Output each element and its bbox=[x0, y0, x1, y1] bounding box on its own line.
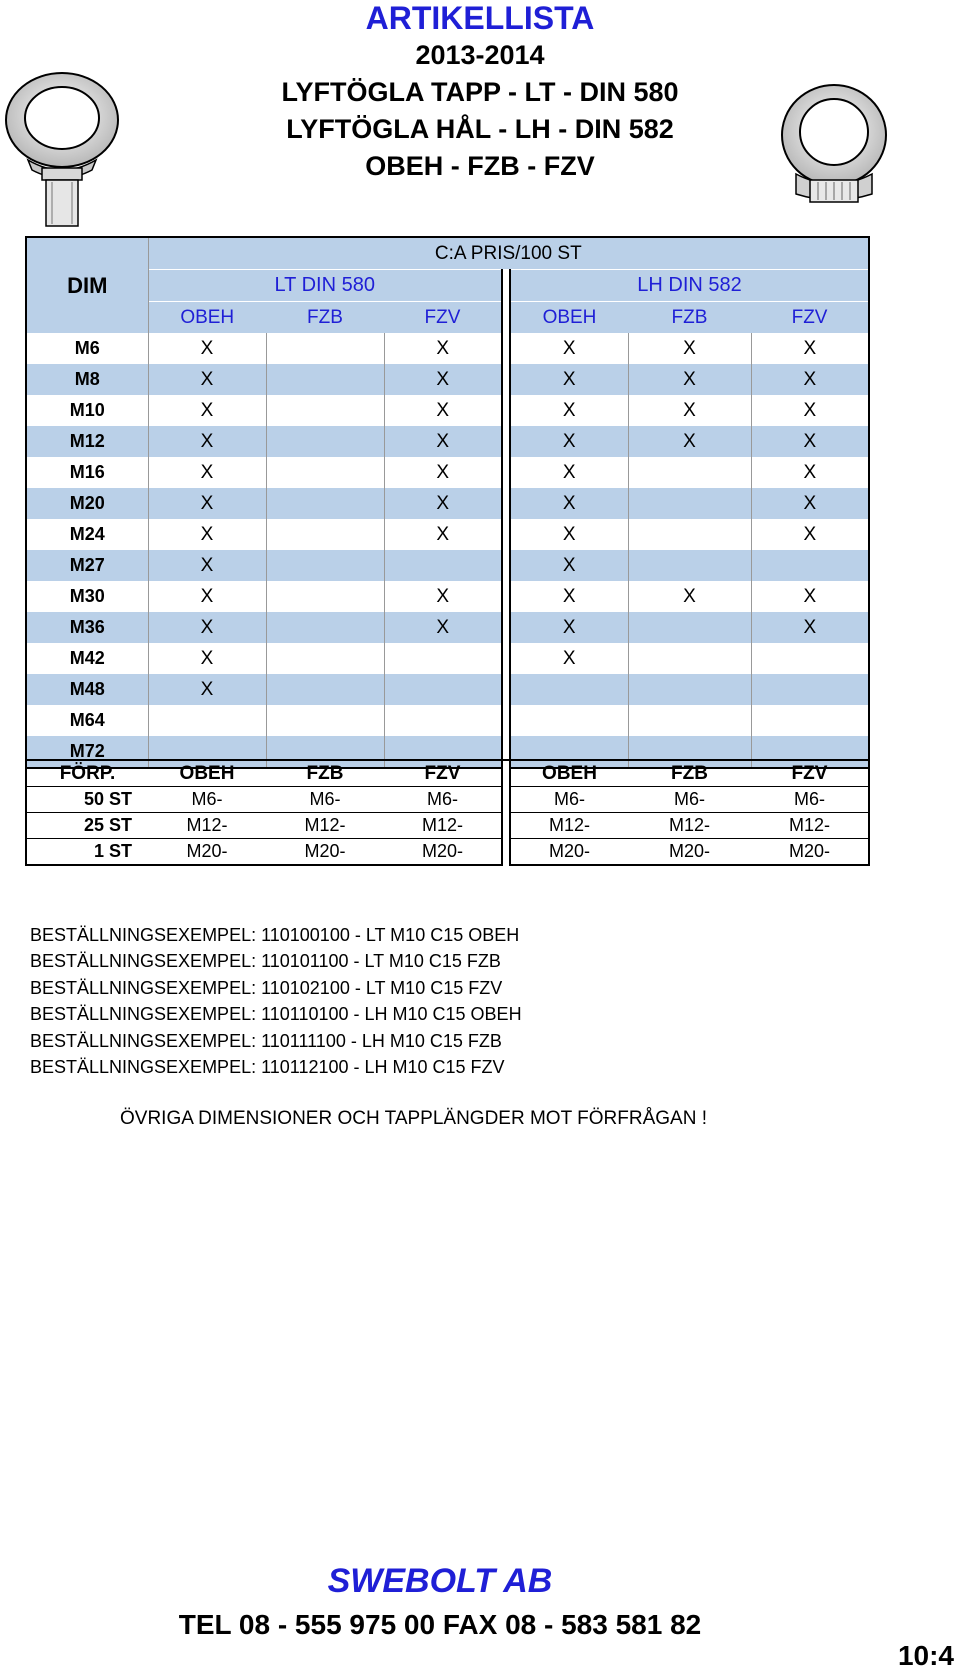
contact-info: TEL 08 - 555 975 00 FAX 08 - 583 581 82 bbox=[178, 1609, 702, 1640]
product-line-lh: LYFTÖGLA HÅL - LH - DIN 582 bbox=[286, 114, 674, 144]
availability-cell-lh-fzb bbox=[628, 612, 751, 643]
packaging-from-size: M20- bbox=[266, 839, 384, 866]
availability-cell-lt-fzv: X bbox=[384, 395, 502, 426]
dim-cell: M12 bbox=[26, 426, 148, 457]
availability-cell-lt-fzv bbox=[384, 550, 502, 581]
availability-cell-lh-obeh: X bbox=[510, 395, 628, 426]
price-row bbox=[26, 457, 869, 488]
dim-cell: M72 bbox=[26, 736, 148, 768]
availability-cell-lh-fzb: X bbox=[628, 426, 751, 457]
availability-cell-lh-fzb bbox=[628, 550, 751, 581]
availability-cell-lh-fzv: X bbox=[751, 612, 869, 643]
availability-cell-lh-fzv: X bbox=[751, 457, 869, 488]
pk-subheader-lt-fzv: FZV bbox=[424, 762, 461, 784]
availability-cell-lt-fzb bbox=[266, 488, 384, 519]
availability-cell-lh-obeh: X bbox=[510, 643, 628, 674]
availability-cell-lh-fzv: X bbox=[751, 581, 869, 612]
availability-cell-lh-fzv: X bbox=[751, 364, 869, 395]
order-example: BESTÄLLNINGSEXEMPEL: 110112100 - LH M10 C15 FZV bbox=[30, 1057, 505, 1078]
availability-cell-lh-fzv: X bbox=[751, 395, 869, 426]
availability-cell-lt-fzv: X bbox=[384, 612, 502, 643]
availability-cell-lt-obeh: X bbox=[148, 643, 266, 674]
availability-cell-lt-fzv bbox=[384, 674, 502, 705]
availability-cell-lh-fzv: X bbox=[751, 426, 869, 457]
price-table bbox=[25, 236, 870, 769]
availability-cell-lt-fzb bbox=[266, 519, 384, 550]
packaging-from-size: M12- bbox=[510, 813, 628, 839]
price-row bbox=[26, 426, 869, 457]
packaging-from-size: M6- bbox=[148, 787, 266, 813]
availability-cell-lh-obeh bbox=[510, 674, 628, 705]
finish-options: OBEH - FZB - FZV bbox=[365, 151, 595, 181]
availability-cell-lt-fzv: X bbox=[384, 333, 502, 364]
availability-cell-lh-fzb bbox=[628, 643, 751, 674]
dim-cell: M64 bbox=[26, 705, 148, 736]
price-row bbox=[26, 581, 869, 612]
availability-cell-lh-obeh: X bbox=[510, 333, 628, 364]
company-name: SWEBOLT AB bbox=[327, 1562, 553, 1600]
availability-cell-lh-obeh: X bbox=[510, 612, 628, 643]
price-row bbox=[26, 643, 869, 674]
price-row bbox=[26, 550, 869, 581]
availability-cell-lt-fzb bbox=[266, 674, 384, 705]
packaging-from-size: M20- bbox=[751, 839, 869, 866]
availability-cell-lh-fzv bbox=[751, 550, 869, 581]
packaging-from-size: M6- bbox=[751, 787, 869, 813]
eye-nut-icon bbox=[772, 80, 897, 220]
pk-subheader-lh-fzv: FZV bbox=[751, 760, 869, 787]
price-row bbox=[26, 705, 869, 736]
availability-cell-lh-fzv: X bbox=[751, 488, 869, 519]
dim-cell: M30 bbox=[26, 581, 148, 612]
subheader-lh-obeh: OBEH bbox=[510, 302, 628, 334]
availability-cell-lt-fzb bbox=[266, 426, 384, 457]
availability-cell-lt-fzv: X bbox=[384, 364, 502, 395]
page-title: ARTIKELLISTA bbox=[365, 0, 595, 36]
availability-cell-lt-fzv: X bbox=[384, 581, 502, 612]
availability-cell-lt-obeh: X bbox=[148, 457, 266, 488]
availability-cell-lt-obeh: X bbox=[148, 488, 266, 519]
eyebolt-with-threaded-stud-icon bbox=[0, 70, 125, 230]
availability-cell-lt-obeh: X bbox=[148, 519, 266, 550]
packaging-from-size: M12- bbox=[628, 813, 751, 839]
group-header-lt: LT DIN 580 bbox=[148, 270, 502, 302]
price-row bbox=[26, 674, 869, 705]
price-row bbox=[26, 519, 869, 550]
availability-cell-lh-fzb bbox=[628, 705, 751, 736]
packaging-from-size: M12- bbox=[266, 813, 384, 839]
availability-cell-lh-obeh: X bbox=[510, 426, 628, 457]
packaging-from-size: M12- bbox=[384, 813, 502, 839]
availability-cell-lh-fzv: X bbox=[751, 519, 869, 550]
availability-cell-lh-fzb: X bbox=[628, 581, 751, 612]
availability-cell-lt-fzv: X bbox=[384, 519, 502, 550]
packaging-from-size: M12- bbox=[751, 813, 869, 839]
availability-cell-lh-obeh: X bbox=[510, 488, 628, 519]
packaging-from-size: M20- bbox=[384, 839, 502, 866]
price-row bbox=[26, 364, 869, 395]
packaging-from-size: M20- bbox=[628, 839, 751, 866]
packaging-from-size: M20- bbox=[148, 839, 266, 866]
availability-cell-lh-obeh bbox=[510, 705, 628, 736]
price-caption: C:A PRIS/100 ST bbox=[434, 242, 582, 264]
availability-cell-lt-fzb bbox=[266, 705, 384, 736]
availability-cell-lt-obeh: X bbox=[148, 674, 266, 705]
packaging-row bbox=[26, 787, 869, 813]
dim-cell: M27 bbox=[26, 550, 148, 581]
order-example: BESTÄLLNINGSEXEMPEL: 110110100 - LH M10 C15 OBEH bbox=[30, 1004, 522, 1025]
availability-cell-lt-obeh: X bbox=[148, 426, 266, 457]
pk-subheader-lh-obeh: OBEH bbox=[542, 762, 597, 784]
availability-cell-lt-fzv bbox=[384, 643, 502, 674]
catalog-year: 2013-2014 bbox=[415, 40, 545, 70]
availability-cell-lt-fzb bbox=[266, 457, 384, 488]
order-example: BESTÄLLNINGSEXEMPEL: 110101100 - LT M10 C15 FZB bbox=[30, 951, 501, 972]
packaging-table bbox=[25, 759, 870, 866]
group-header-lh: LH DIN 582 bbox=[510, 270, 869, 302]
packaging-qty: 25 ST bbox=[26, 813, 148, 839]
availability-cell-lh-fzv bbox=[751, 705, 869, 736]
availability-cell-lt-obeh: X bbox=[148, 550, 266, 581]
price-row bbox=[26, 333, 869, 364]
availability-cell-lt-fzb bbox=[266, 395, 384, 426]
subheader-lh-fzv: FZV bbox=[751, 302, 869, 334]
order-example: BESTÄLLNINGSEXEMPEL: 110100100 - LT M10 C15 OBEH bbox=[30, 925, 520, 945]
dim-cell: M24 bbox=[26, 519, 148, 550]
packaging-row bbox=[26, 813, 869, 839]
packaging-qty: 1 ST bbox=[26, 839, 148, 866]
availability-cell-lt-fzv: X bbox=[384, 457, 502, 488]
dim-cell: M48 bbox=[26, 674, 148, 705]
order-examples bbox=[30, 922, 522, 1080]
order-example: BESTÄLLNINGSEXEMPEL: 110102100 - LT M10 C15 FZV bbox=[30, 977, 503, 998]
availability-cell-lt-obeh: X bbox=[148, 581, 266, 612]
availability-cell-lt-fzb bbox=[266, 550, 384, 581]
packaging-qty: 50 ST bbox=[26, 787, 148, 813]
price-row bbox=[26, 612, 869, 643]
availability-cell-lh-fzb bbox=[628, 457, 751, 488]
subheader-lt-obeh: OBEH bbox=[148, 302, 266, 334]
availability-cell-lt-obeh: X bbox=[148, 395, 266, 426]
price-row bbox=[26, 395, 869, 426]
availability-cell-lt-fzb bbox=[266, 364, 384, 395]
packaging-from-size: M6- bbox=[384, 787, 502, 813]
availability-cell-lt-fzb bbox=[266, 581, 384, 612]
availability-cell-lt-fzv bbox=[384, 705, 502, 736]
subheader-lt-fzv: FZV bbox=[384, 302, 502, 334]
availability-cell-lt-fzv: X bbox=[384, 426, 502, 457]
availability-cell-lh-obeh: X bbox=[510, 581, 628, 612]
availability-cell-lh-fzb bbox=[628, 674, 751, 705]
availability-cell-lh-fzv bbox=[751, 674, 869, 705]
price-row bbox=[26, 488, 869, 519]
packaging-from-size: M6- bbox=[266, 787, 384, 813]
availability-cell-lh-fzv: X bbox=[751, 333, 869, 364]
dim-cell: M36 bbox=[26, 612, 148, 643]
dim-header: DIM bbox=[67, 272, 108, 298]
availability-cell-lh-fzb bbox=[628, 519, 751, 550]
availability-cell-lt-obeh: X bbox=[148, 364, 266, 395]
availability-cell-lt-fzb bbox=[266, 612, 384, 643]
pk-subheader-lt-obeh: OBEH bbox=[179, 762, 235, 784]
dim-cell: M8 bbox=[26, 364, 148, 395]
dim-cell: M16 bbox=[26, 457, 148, 488]
availability-cell-lh-obeh: X bbox=[510, 457, 628, 488]
pk-subheader-lh-fzb: FZB bbox=[671, 762, 708, 784]
packaging-from-size: M20- bbox=[510, 839, 628, 866]
availability-cell-lh-fzb: X bbox=[628, 333, 751, 364]
availability-cell-lh-obeh: X bbox=[510, 364, 628, 395]
availability-cell-lt-obeh: X bbox=[148, 612, 266, 643]
subheader-lh-fzb: FZB bbox=[628, 302, 751, 334]
availability-cell-lh-fzb: X bbox=[628, 364, 751, 395]
availability-cell-lt-fzb bbox=[266, 643, 384, 674]
availability-cell-lh-obeh: X bbox=[510, 519, 628, 550]
subheader-lt-fzb: FZB bbox=[266, 302, 384, 334]
dim-cell: M20 bbox=[26, 488, 148, 519]
packaging-from-size: M12- bbox=[148, 813, 266, 839]
dim-cell: M42 bbox=[26, 643, 148, 674]
packaging-from-size: M6- bbox=[510, 787, 628, 813]
availability-cell-lt-obeh bbox=[148, 705, 266, 736]
availability-cell-lh-fzb: X bbox=[628, 395, 751, 426]
availability-cell-lh-obeh: X bbox=[510, 550, 628, 581]
availability-cell-lt-fzb bbox=[266, 333, 384, 364]
availability-cell-lh-fzv bbox=[751, 643, 869, 674]
availability-cell-lt-obeh: X bbox=[148, 333, 266, 364]
product-line-lt: LYFTÖGLA TAPP - LT - DIN 580 bbox=[281, 77, 679, 107]
availability-cell-lt-fzv: X bbox=[384, 488, 502, 519]
inquiry-note: ÖVRIGA DIMENSIONER OCH TAPPLÄNGDER MOT FÖRFRÅGAN ! bbox=[120, 1108, 707, 1129]
page-number: 10:4 bbox=[897, 1640, 954, 1671]
packaging-row bbox=[26, 839, 869, 866]
pk-subheader-lt-fzb: FZB bbox=[306, 762, 344, 784]
packaging-from-size: M6- bbox=[628, 787, 751, 813]
availability-cell-lh-fzb bbox=[628, 488, 751, 519]
packaging-label-header: FÖRP. bbox=[26, 760, 148, 787]
dim-cell: M10 bbox=[26, 395, 148, 426]
order-example: BESTÄLLNINGSEXEMPEL: 110111100 - LH M10 C15 FZB bbox=[30, 1030, 502, 1051]
dim-cell: M6 bbox=[26, 333, 148, 364]
